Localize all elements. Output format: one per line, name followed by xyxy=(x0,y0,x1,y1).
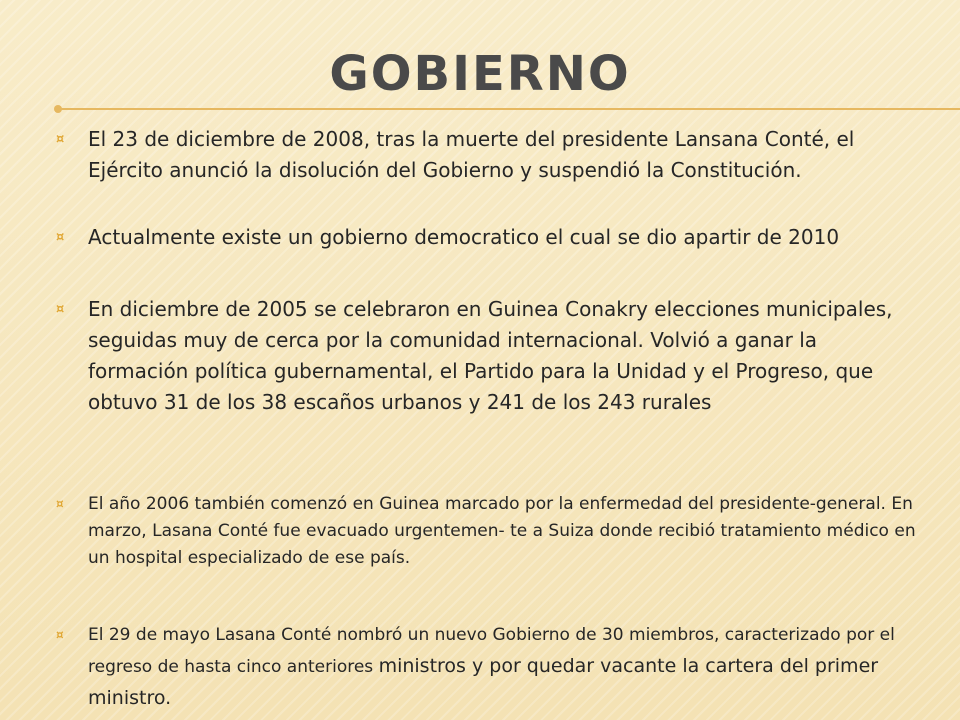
bullet-text: En diciembre de 2005 se celebraron en Guinea Conakry elecciones municipales, seguidas muy de cerca por la comunidad internacional. Volvió a ganar la formación política gubernamental, el Partido para la Unidad y el Progreso, que obtuvo 31 de los 38 escaños urbanos y 241 de los 243 rurales xyxy=(88,297,893,414)
title-underline xyxy=(58,108,960,110)
bullet-icon: ¤ xyxy=(56,132,65,147)
bullet-item xyxy=(56,222,916,253)
bullet-item xyxy=(56,620,916,715)
bullet-text-small: El 29 de mayo Lasana Conté nombró un nuevo Gobierno de 30 miembros, caracterizado por el regreso de hasta cinco anteriores xyxy=(88,625,895,677)
bullet-text: Actualmente existe un gobierno democratico el cual se dio apartir de 2010 xyxy=(88,225,840,249)
bullet-text: El año 2006 también comenzó en Guinea marcado por la enfermedad del presidente-general. En marzo, Lasana Conté fue evacuado urgentemen- te a Suiza donde recibió tratamiento médico en un hospital especializado de ese país. xyxy=(88,494,916,568)
slide-title: GOBIERNO xyxy=(329,46,631,102)
bullet-item xyxy=(56,124,916,186)
bullet-icon: ¤ xyxy=(56,628,64,642)
bullet-text-large: ministros y por quedar vacante la cartera del primer ministro. xyxy=(88,655,879,709)
bullet-item xyxy=(56,491,916,572)
bullet-icon: ¤ xyxy=(56,230,65,245)
bullet-text xyxy=(88,620,916,715)
bullet-icon: ¤ xyxy=(56,302,65,317)
bullet-text: El 23 de diciembre de 2008, tras la muerte del presidente Lansana Conté, el Ejército anunció la disolución del Gobierno y suspendió la Constitución. xyxy=(88,127,855,182)
bullet-item xyxy=(56,294,916,418)
bullet-icon: ¤ xyxy=(56,497,64,511)
